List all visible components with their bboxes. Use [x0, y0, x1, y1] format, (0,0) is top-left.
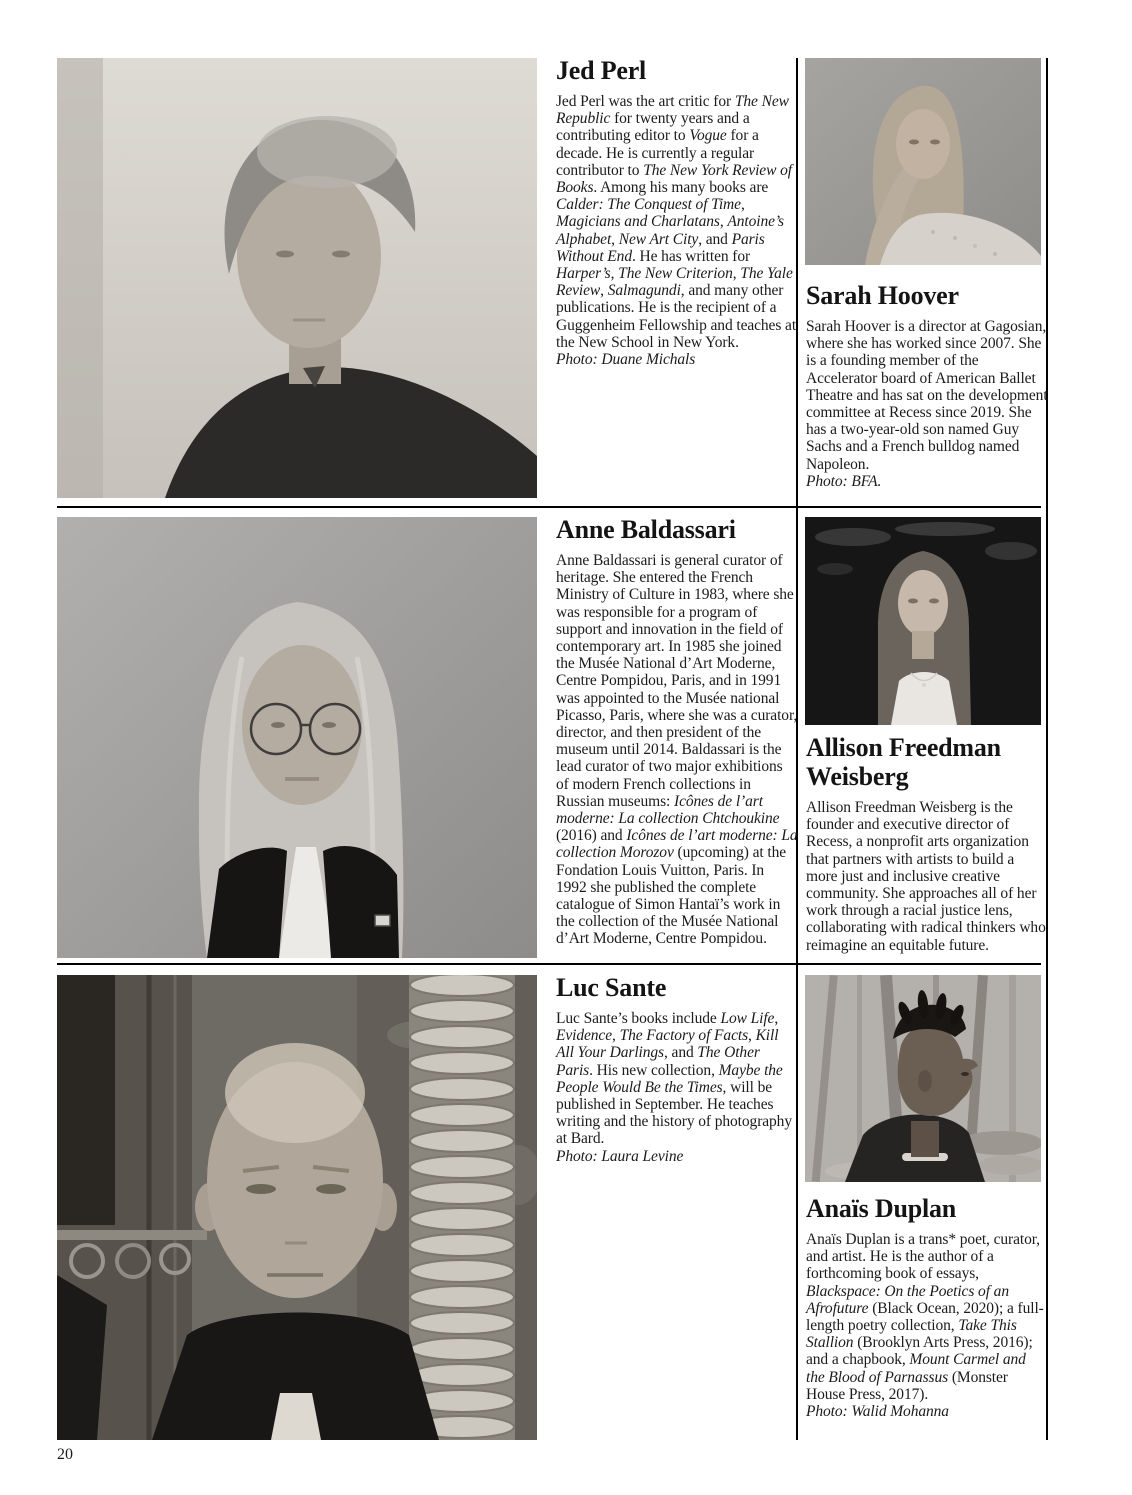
- section-allison-freedman-weisberg: [806, 733, 1048, 954]
- section-luc-sante: [556, 973, 798, 1165]
- section-anne-baldassari: [556, 515, 798, 948]
- jed-perl-heading: Jed Perl: [556, 56, 647, 85]
- luc-sante-photo-credit: Photo: Laura Levine: [556, 1147, 684, 1165]
- section-anais-duplan: [806, 1194, 1048, 1420]
- allison-freedman-weisberg-bio: Allison Freedman Weisberg is the founder and executive director of Recess, a nonprofit arts organization that partners with artists to build a more just and inclusive creative community. She approaches all of her work through a racial justice lens, collaborating with radical thinkers who reimagine an equitable future.: [806, 799, 1046, 954]
- section-sarah-hoover: [806, 281, 1048, 490]
- portrait-jed-perl-art: [57, 58, 537, 498]
- section-jed-perl: [556, 56, 798, 368]
- portrait-jed-perl: [57, 58, 537, 498]
- luc-sante-bio: Luc Sante’s books include Low Life, Evidence, The Factory of Facts, Kill All Your Darlings, and The Other Paris. His new collection, Maybe the People Would Be the Times, will be published in September. He teaches writing and the history of photography at Bard.: [556, 1010, 792, 1148]
- allison-freedman-weisberg-heading: Allison Freedman Weisberg: [806, 733, 1001, 791]
- section-divider-rule-bottom: [57, 963, 1041, 965]
- portrait-sarah-hoover-art: [805, 58, 1041, 265]
- jed-perl-photo-credit: Photo: Duane Michals: [556, 351, 696, 369]
- sarah-hoover-photo-credit: Photo: BFA.: [806, 472, 882, 490]
- page-number: 20: [57, 1446, 73, 1463]
- luc-sante-heading: Luc Sante: [556, 973, 667, 1002]
- anne-baldassari-bio: Anne Baldassari is general curator of heritage. She entered the French Ministry of Culture in 1983, where she was responsible for a program of support and innovation in the field of contemporary art. In 1985 she joined the Musée National d’Art Moderne, Centre Pompidou, Paris, and in 1991 was appointed to the Musée national Picasso, Paris, where she was a curator, director, and then president of the museum until 2014. Baldassari is the lead curator of two major exhibitions of modern French collections in Russian museums: Icônes de l’art moderne: La collection Chtchoukine (2016) and Icônes de l’art moderne: La collection Morozov (upcoming) at the Fondation Louis Vuitton, Paris. In 1992 she published the complete catalogue of Simon Hantaï’s work in the collection of the Musée National d’Art Moderne, Centre Pompidou.: [556, 552, 798, 948]
- section-divider-rule-top: [57, 506, 1041, 508]
- sarah-hoover-heading: Sarah Hoover: [806, 281, 959, 310]
- portrait-anne-baldassari-art: [57, 517, 537, 958]
- anais-duplan-bio: Anaïs Duplan is a trans* poet, curator, and artist. He is the author of a forthcoming book of essays, Blackspace: On the Poetics of an Afrofuture (Black Ocean, 2020); a full-length poetry collection, Take This Stallion (Brooklyn Arts Press, 2016); and a chapbook, Mount Carmel and the Blood of Parnassus (Monster House Press, 2017).: [806, 1231, 1044, 1403]
- portrait-anais-duplan-art: [805, 975, 1041, 1182]
- sarah-hoover-bio: Sarah Hoover is a director at Gagosian, where she has worked since 2007. She is a founding member of the Accelerator board of American Ballet Theatre and has sat on the development committee at Recess since 2019. She has a two-year-old son named Guy Sachs and a French bulldog named Napoleon.: [806, 318, 1048, 473]
- portrait-allison-freedman-weisberg-art: [805, 517, 1041, 725]
- portrait-luc-sante: [57, 975, 537, 1440]
- portrait-allison-freedman-weisberg: [805, 517, 1041, 725]
- anne-baldassari-heading: Anne Baldassari: [556, 515, 736, 544]
- portrait-luc-sante-art: [57, 975, 537, 1440]
- portrait-anais-duplan: [805, 975, 1041, 1182]
- anais-duplan-photo-credit: Photo: Walid Mohanna: [806, 1403, 949, 1421]
- portrait-sarah-hoover: [805, 58, 1041, 265]
- jed-perl-bio: Jed Perl was the art critic for The New Republic for twenty years and a contributing editor to Vogue for a decade. He is currently a regular contributor to The New York Review of Books. Among his many books are Calder: The Conquest of Time, Magicians and Charlatans, Antoine’s Alphabet, New Art City, and Paris Without End. He has written for Harper’s, The New Criterion, The Yale Review, Salmagundi, and many other publications. He is the recipient of a Guggenheim Fellowship and teaches at the New School in New York.: [556, 93, 797, 351]
- portrait-anne-baldassari: [57, 517, 537, 958]
- anais-duplan-heading: Anaïs Duplan: [806, 1194, 957, 1223]
